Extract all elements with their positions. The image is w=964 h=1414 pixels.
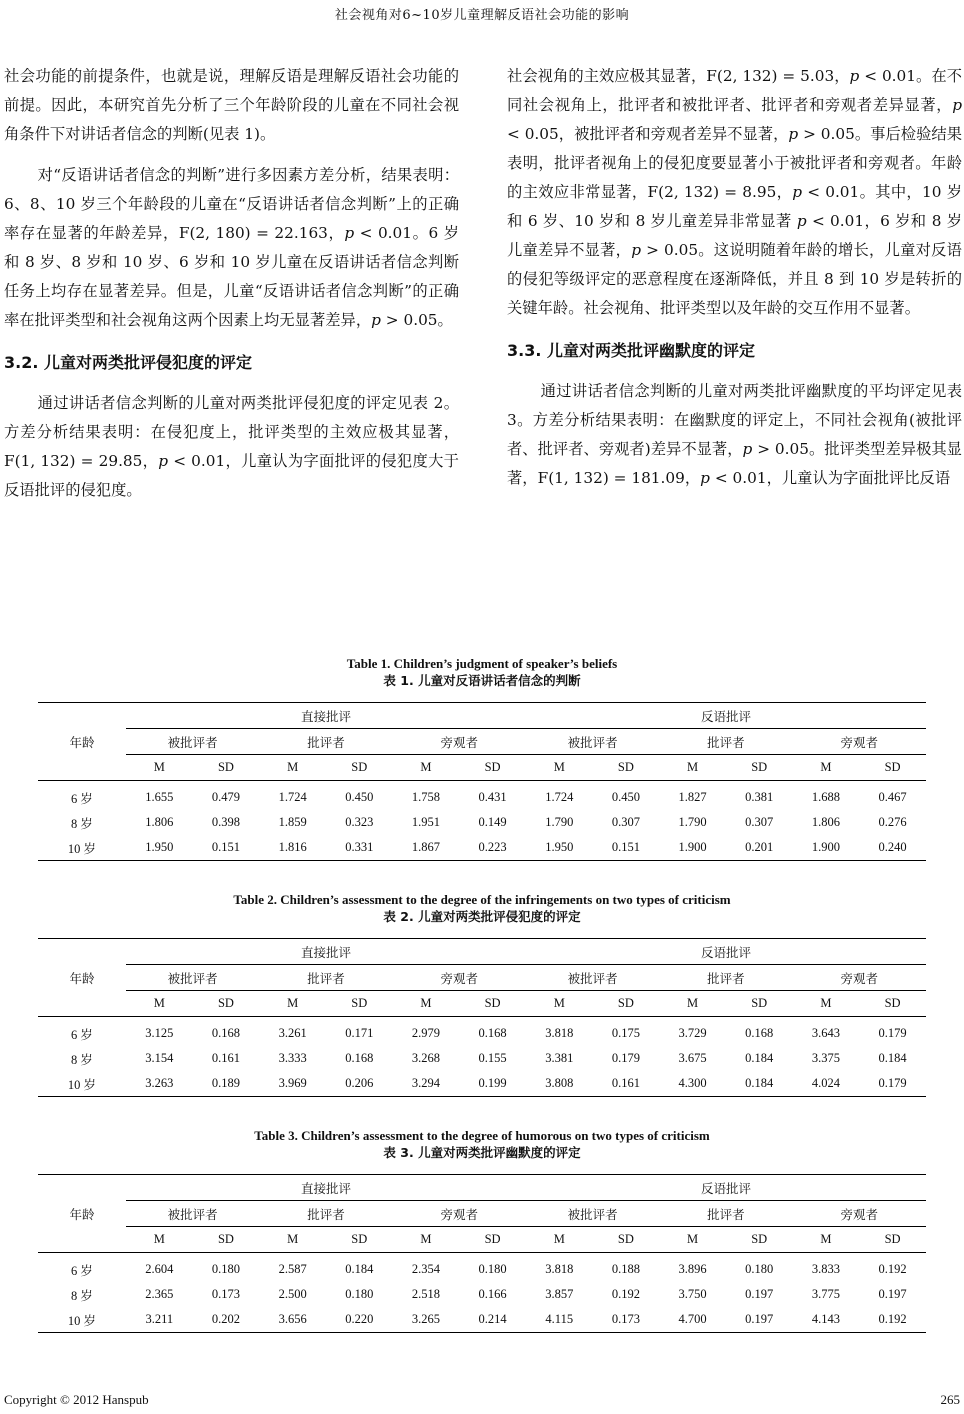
value-cell: 2.365 [145, 1287, 174, 1301]
value-cell: 3.969 [259, 1071, 326, 1097]
value-cell: 2.604 [145, 1262, 174, 1276]
value-cell: 3.775 [811, 1287, 840, 1301]
data-table [38, 702, 926, 861]
value-cell: 4.300 [659, 1071, 726, 1097]
value-cell: 0.161 [211, 1051, 241, 1065]
value-cell: 2.500 [278, 1287, 307, 1301]
table-1 [38, 656, 926, 861]
value-cell: 1.790 [545, 815, 574, 829]
value-cell: 3.729 [678, 1026, 707, 1040]
age-header: 年龄 [38, 939, 126, 1017]
age-cell: 6 岁 [71, 1263, 93, 1278]
role-header: 批评者 [659, 729, 792, 755]
role-header: 批评者 [259, 1201, 392, 1227]
role-header: 旁观者 [793, 729, 926, 755]
value-cell: 0.180 [745, 1262, 774, 1276]
value-cell: 4.700 [659, 1307, 726, 1333]
stat-header: SD [193, 991, 260, 1017]
value-cell: 3.381 [545, 1051, 574, 1065]
value-cell: 3.265 [393, 1307, 460, 1333]
table-row [38, 1307, 926, 1333]
stat-header: M [259, 991, 326, 1017]
stat-header: M [793, 991, 860, 1017]
value-cell: 0.180 [211, 1262, 241, 1276]
role-header: 被批评者 [126, 729, 259, 755]
value-cell: 1.655 [145, 790, 174, 804]
value-cell: 2.587 [278, 1262, 307, 1276]
value-cell: 3.375 [811, 1051, 840, 1065]
value-cell: 3.818 [545, 1026, 574, 1040]
role-header: 被批评者 [526, 729, 659, 755]
role-header: 旁观者 [393, 729, 526, 755]
group-header: 反语批评 [526, 939, 926, 965]
value-cell: 1.900 [659, 835, 726, 861]
value-cell: 0.331 [326, 835, 393, 861]
role-header: 被批评者 [126, 1201, 259, 1227]
value-cell: 0.307 [611, 815, 640, 829]
value-cell: 0.151 [593, 835, 660, 861]
value-cell: 3.808 [526, 1071, 593, 1097]
stat-header: M [259, 1227, 326, 1253]
table-row [38, 835, 926, 861]
value-cell: 1.806 [145, 815, 174, 829]
value-cell: 4.115 [526, 1307, 593, 1333]
paragraph: 社会视角的主效应极其显著，F(2, 132) = 5.03，p < 0.01。在不同社会视角上，批评者和被批评者、批评者和旁观者差异显著，p < 0.05，被批评者和旁观者差异不显著，p > 0.05。事后检验结果表明，批评者视角上的侵犯度要显著小于被批评者和旁观者。年龄的主效应非常显著，F(2, 132) = 8.95，p < 0.01。其中，10 岁和 6 岁、10 岁和 8 岁儿童差异非常显著 p < 0.01，6 岁和 8 岁儿童差异不显著，p > 0.05。这说明随着年龄的增长，儿童对反语的侵犯等级评定的恶意程度在逐渐降低，并且 8 到 10 岁是转折的关键年龄。社会视角、批评类型以及年龄的交互作用不显著。 [507, 67, 963, 317]
section-heading-3-3: 3.3. 儿童对两类批评幽默度的评定 [507, 341, 755, 360]
value-cell: 1.724 [545, 790, 574, 804]
value-cell: 0.184 [878, 1051, 907, 1065]
value-cell: 0.240 [859, 835, 926, 861]
value-cell: 2.518 [411, 1287, 441, 1301]
value-cell: 0.168 [478, 1026, 507, 1040]
data-table [38, 938, 926, 1097]
stat-header: SD [726, 1227, 793, 1253]
value-cell: 0.188 [611, 1262, 640, 1276]
value-cell: 0.199 [459, 1071, 526, 1097]
stat-header: M [393, 755, 460, 781]
value-cell: 0.168 [211, 1026, 241, 1040]
age-cell: 6 岁 [71, 1027, 93, 1042]
value-cell: 3.857 [545, 1287, 574, 1301]
table-row [38, 1282, 926, 1307]
value-cell: 1.827 [678, 790, 707, 804]
value-cell: 0.467 [878, 790, 907, 804]
stat-header: SD [459, 1227, 526, 1253]
value-cell: 0.307 [745, 815, 774, 829]
stat-header: M [659, 991, 726, 1017]
age-cell: 8 岁 [71, 1052, 93, 1067]
stat-header: SD [459, 755, 526, 781]
stat-header: SD [193, 755, 260, 781]
value-cell: 0.192 [859, 1307, 926, 1333]
value-cell: 0.184 [345, 1262, 374, 1276]
value-cell: 0.155 [478, 1051, 507, 1065]
value-cell: 0.214 [459, 1307, 526, 1333]
value-cell: 0.197 [878, 1287, 907, 1301]
value-cell: 1.806 [811, 815, 840, 829]
stat-header: M [126, 991, 193, 1017]
table-caption-en: Table 2. Children’s assessment to the degree of the infringements on two types of criticism [233, 892, 731, 907]
table-3 [38, 1128, 926, 1333]
left-column [4, 62, 459, 517]
table-row [38, 810, 926, 835]
value-cell: 3.261 [278, 1026, 307, 1040]
value-cell: 1.950 [526, 835, 593, 861]
group-header: 直接批评 [126, 703, 526, 729]
group-header: 直接批评 [126, 939, 526, 965]
stat-header: SD [726, 755, 793, 781]
value-cell: 0.479 [211, 790, 241, 804]
paragraph: 通过讲话者信念判断的儿童对两类批评侵犯度的评定见表 2。方差分析结果表明：在侵犯度上，批评类型的主效应极其显著，F(1, 132) = 29.85，p < 0.01，儿童认为字面批评的侵犯度大于反语批评的侵犯度。 [4, 394, 459, 499]
value-cell: 3.154 [145, 1051, 174, 1065]
stat-header: M [126, 1227, 193, 1253]
value-cell: 0.171 [345, 1026, 374, 1040]
stat-header: M [526, 1227, 593, 1253]
role-header: 批评者 [259, 965, 392, 991]
value-cell: 3.818 [545, 1262, 574, 1276]
value-cell: 0.323 [345, 815, 374, 829]
stat-header: M [526, 991, 593, 1017]
stat-header: SD [859, 1227, 926, 1253]
stat-header: SD [326, 755, 393, 781]
value-cell: 0.398 [211, 815, 241, 829]
stat-header: SD [859, 991, 926, 1017]
stat-header: M [793, 1227, 860, 1253]
running-header: 社会视角对6~10岁儿童理解反语社会功能的影响 [334, 8, 630, 23]
stat-header: SD [593, 755, 660, 781]
role-header: 批评者 [659, 1201, 792, 1227]
value-cell: 0.450 [611, 790, 640, 804]
paragraph: 通过讲话者信念判断的儿童对两类批评幽默度的平均评定见表 3。方差分析结果表明：在幽默度的评定上，不同社会视角(被批评者、批评者、旁观者)差异不显著，p > 0.05。批评类型差异极其显著，F(1, 132) = 181.09，p < 0.01，儿童认为字面批评比反语 [507, 382, 962, 487]
value-cell: 3.675 [678, 1051, 707, 1065]
value-cell: 2.979 [411, 1026, 441, 1040]
value-cell: 0.197 [726, 1307, 793, 1333]
table-caption-zh: 表 3. 儿童对两类批评幽默度的评定 [383, 1145, 581, 1160]
value-cell: 0.161 [593, 1071, 660, 1097]
value-cell: 0.197 [745, 1287, 774, 1301]
role-header: 旁观者 [393, 1201, 526, 1227]
table-caption-zh: 表 1. 儿童对反语讲话者信念的判断 [383, 673, 581, 688]
age-cell: 10 岁 [38, 835, 126, 861]
group-header: 反语批评 [526, 703, 926, 729]
age-header: 年龄 [38, 703, 126, 781]
value-cell: 0.173 [211, 1287, 241, 1301]
stat-header: M [393, 1227, 460, 1253]
value-cell: 0.180 [345, 1287, 374, 1301]
value-cell: 0.179 [878, 1026, 907, 1040]
value-cell: 3.211 [126, 1307, 193, 1333]
value-cell: 2.354 [411, 1262, 441, 1276]
value-cell: 4.024 [793, 1071, 860, 1097]
stat-header: SD [193, 1227, 260, 1253]
value-cell: 0.180 [478, 1262, 507, 1276]
value-cell: 1.688 [811, 790, 840, 804]
value-cell: 0.450 [345, 790, 374, 804]
value-cell: 3.333 [278, 1051, 307, 1065]
value-cell: 0.184 [726, 1071, 793, 1097]
role-header: 被批评者 [126, 965, 259, 991]
value-cell: 0.175 [611, 1026, 640, 1040]
stat-header: M [126, 755, 193, 781]
table-2 [38, 892, 926, 1097]
value-cell: 3.294 [393, 1071, 460, 1097]
value-cell: 3.125 [145, 1026, 174, 1040]
value-cell: 3.833 [811, 1262, 840, 1276]
value-cell: 0.201 [726, 835, 793, 861]
table-row [38, 1017, 926, 1047]
group-header: 直接批评 [126, 1175, 526, 1201]
stat-header: M [393, 991, 460, 1017]
table-caption-en: Table 1. Children’s judgment of speaker’s beliefs [346, 656, 618, 671]
value-cell: 1.859 [278, 815, 307, 829]
stat-header: SD [593, 991, 660, 1017]
value-cell: 3.268 [411, 1051, 441, 1065]
stat-header: SD [326, 1227, 393, 1253]
value-cell: 1.951 [411, 815, 441, 829]
value-cell: 0.381 [745, 790, 774, 804]
stat-header: SD [593, 1227, 660, 1253]
role-header: 批评者 [659, 965, 792, 991]
value-cell: 3.656 [259, 1307, 326, 1333]
value-cell: 3.750 [678, 1287, 707, 1301]
stat-header: SD [459, 991, 526, 1017]
table-caption-zh: 表 2. 儿童对两类批评侵犯度的评定 [383, 909, 581, 924]
stat-header: SD [326, 991, 393, 1017]
age-cell: 6 岁 [71, 791, 93, 806]
stat-header: SD [726, 991, 793, 1017]
age-cell: 8 岁 [71, 816, 93, 831]
stat-header: SD [859, 755, 926, 781]
value-cell: 0.220 [326, 1307, 393, 1333]
value-cell: 0.431 [478, 790, 507, 804]
value-cell: 1.867 [393, 835, 460, 861]
value-cell: 0.206 [326, 1071, 393, 1097]
table-row [38, 1071, 926, 1097]
paragraph: 社会功能的前提条件，也就是说，理解反语是理解反语社会功能的前提。因此，本研究首先分析了三个年龄阶段的儿童在不同社会视角条件下对讲话者信念的判断(见表 1)。 [4, 67, 459, 143]
table-caption-en: Table 3. Children’s assessment to the degree of humorous on two types of criticism [254, 1128, 710, 1143]
value-cell: 1.816 [259, 835, 326, 861]
stat-header: M [259, 755, 326, 781]
value-cell: 0.184 [745, 1051, 774, 1065]
value-cell: 0.189 [193, 1071, 260, 1097]
value-cell: 0.276 [878, 815, 907, 829]
value-cell: 0.202 [193, 1307, 260, 1333]
age-cell: 8 岁 [71, 1288, 93, 1303]
right-column [507, 62, 962, 505]
table-row [38, 1046, 926, 1071]
role-header: 旁观者 [793, 1201, 926, 1227]
value-cell: 0.223 [459, 835, 526, 861]
page-number: 265 [940, 1392, 960, 1407]
value-cell: 0.192 [878, 1262, 907, 1276]
stat-header: M [659, 1227, 726, 1253]
value-cell: 0.179 [859, 1071, 926, 1097]
value-cell: 1.900 [793, 835, 860, 861]
role-header: 旁观者 [793, 965, 926, 991]
value-cell: 0.149 [478, 815, 507, 829]
value-cell: 3.896 [678, 1262, 707, 1276]
value-cell: 1.758 [411, 790, 441, 804]
role-header: 批评者 [259, 729, 392, 755]
role-header: 被批评者 [526, 965, 659, 991]
age-cell: 10 岁 [38, 1307, 126, 1333]
value-cell: 3.643 [811, 1026, 840, 1040]
value-cell: 0.173 [593, 1307, 660, 1333]
table-row [38, 781, 926, 811]
paragraph: 对“反语讲话者信念的判断”进行多因素方差分析，结果表明：6、8、10 岁三个年龄段的儿童在“反语讲话者信念判断”上的正确率存在显著的年龄差异，F(2, 180) = 22.163，p < 0.01。6 岁和 8 岁、8 岁和 10 岁、6 岁和 10 岁儿童在反语讲话者信念判断任务上均存在显著差异。但是，儿童“反语讲话者信念判断”的正确率在批评类型和社会视角这两个因素上均无显著差异，p > 0.05。 [4, 166, 459, 329]
age-header: 年龄 [38, 1175, 126, 1253]
value-cell: 0.179 [611, 1051, 640, 1065]
value-cell: 1.790 [678, 815, 707, 829]
value-cell: 0.151 [193, 835, 260, 861]
table-row [38, 1253, 926, 1283]
value-cell: 0.168 [745, 1026, 774, 1040]
value-cell: 3.263 [126, 1071, 193, 1097]
data-table [38, 1174, 926, 1333]
stat-header: M [526, 755, 593, 781]
role-header: 旁观者 [393, 965, 526, 991]
value-cell: 0.166 [478, 1287, 507, 1301]
role-header: 被批评者 [526, 1201, 659, 1227]
value-cell: 1.724 [278, 790, 307, 804]
section-heading-3-2: 3.2. 儿童对两类批评侵犯度的评定 [4, 353, 252, 372]
footer-copyright: Copyright © 2012 Hanspub [4, 1392, 149, 1407]
value-cell: 1.950 [126, 835, 193, 861]
value-cell: 0.168 [345, 1051, 374, 1065]
stat-header: M [793, 755, 860, 781]
value-cell: 0.192 [611, 1287, 640, 1301]
group-header: 反语批评 [526, 1175, 926, 1201]
value-cell: 4.143 [793, 1307, 860, 1333]
age-cell: 10 岁 [38, 1071, 126, 1097]
stat-header: M [659, 755, 726, 781]
